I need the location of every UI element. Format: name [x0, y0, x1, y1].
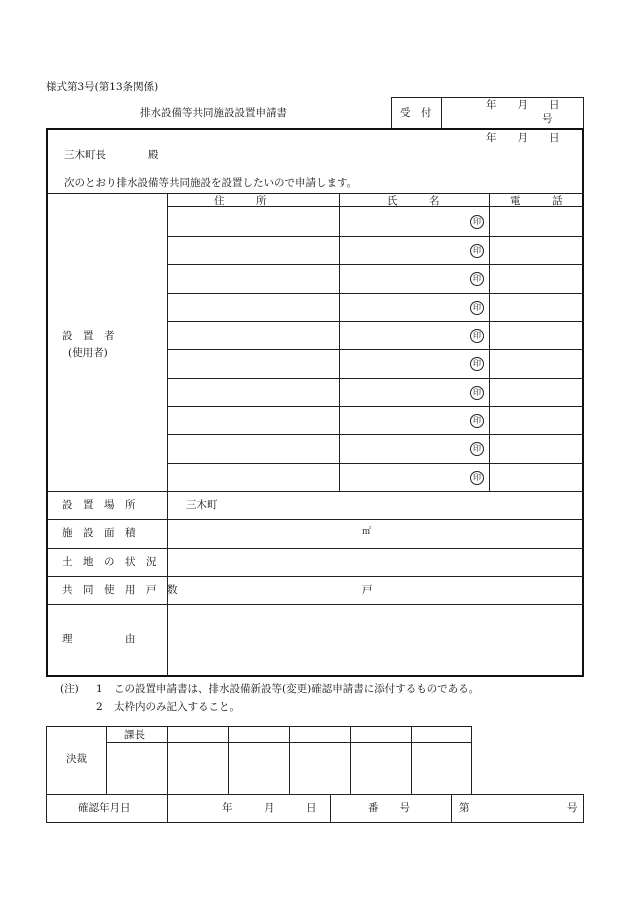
seal-icon: 印 [470, 386, 484, 400]
seal-icon: 印 [470, 414, 484, 428]
approval-stamp-cell[interactable] [229, 727, 289, 794]
applicant-phone-7[interactable] [490, 379, 582, 406]
form-title: 排水設備等共同施設設置申請書 [140, 107, 287, 119]
seal-icon: 印 [470, 442, 484, 456]
applicant-address-10[interactable] [168, 464, 339, 491]
approval-stamp-cell[interactable] [290, 727, 350, 794]
decision-label: 決裁 [66, 753, 87, 765]
reception-label: 受 付 [400, 107, 432, 119]
applicant-name-7[interactable] [340, 379, 489, 406]
land-status-label: 土 地 の 状 況 [62, 556, 157, 568]
note-2-text: 太枠内のみ記入すること。 [114, 701, 240, 713]
applicant-phone-9[interactable] [490, 435, 582, 463]
number-suffix: 号 [567, 802, 578, 814]
confirm-date-value[interactable]: 年 月 日 [222, 802, 317, 814]
header-name: 氏 名 [387, 195, 440, 207]
note-2-number: 2 [96, 701, 103, 713]
applicant-name-5[interactable] [340, 322, 489, 349]
form-number: 様式第3号(第13条関係) [46, 81, 159, 93]
applicant-address-1[interactable] [168, 207, 339, 236]
seal-icon: 印 [470, 215, 484, 229]
note-1-text: この設置申請書は、排水設備新設等(変更)確認申請書に添付するものである。 [114, 683, 480, 695]
manager-stamp-cell[interactable] [107, 743, 167, 794]
applicant-name-9[interactable] [340, 435, 489, 463]
installer-label: 設 置 者 [62, 330, 115, 342]
applicant-phone-5[interactable] [490, 322, 582, 349]
approval-stamp-cell[interactable] [351, 727, 411, 794]
reception-number[interactable]: 号 [542, 113, 553, 125]
applicant-address-6[interactable] [168, 350, 339, 378]
area-unit[interactable]: ㎡ [362, 527, 372, 537]
location-value[interactable]: 三木町 [186, 499, 218, 511]
seal-icon: 印 [470, 272, 484, 286]
reason-input[interactable] [168, 605, 582, 675]
applicant-address-2[interactable] [168, 237, 339, 264]
header-phone: 電 話 [510, 195, 563, 207]
number-input[interactable] [470, 795, 566, 822]
applicant-phone-6[interactable] [490, 350, 582, 378]
number-label: 番 号 [368, 802, 410, 814]
applicant-address-5[interactable] [168, 322, 339, 349]
reason-label: 理 由 [62, 633, 136, 645]
applicant-name-6[interactable] [340, 350, 489, 378]
seal-icon: 印 [470, 301, 484, 315]
number-prefix: 第 [459, 802, 470, 814]
households-unit[interactable]: 戸 [362, 584, 373, 596]
applicant-name-3[interactable] [340, 265, 489, 293]
applicant-address-8[interactable] [168, 407, 339, 434]
applicant-name-10[interactable] [340, 464, 489, 491]
installer-sublabel: (使用者) [68, 347, 108, 359]
applicant-name-2[interactable] [340, 237, 489, 264]
header-address: 住 所 [214, 195, 267, 207]
location-label: 設 置 場 所 [62, 499, 136, 511]
area-label: 施 設 面 積 [62, 527, 136, 539]
applicant-address-9[interactable] [168, 435, 339, 463]
applicant-address-3[interactable] [168, 265, 339, 293]
applicant-address-7[interactable] [168, 379, 339, 406]
applicant-phone-1[interactable] [490, 207, 582, 236]
approval-stamp-cell[interactable] [412, 727, 471, 794]
confirm-date-label: 確認年月日 [78, 802, 131, 814]
seal-icon: 印 [470, 244, 484, 258]
manager-label: 課長 [124, 729, 145, 741]
applicant-phone-2[interactable] [490, 237, 582, 264]
application-statement: 次のとおり排水設備等共同施設を設置したいので申請します。 [64, 177, 358, 189]
land-status-input[interactable] [168, 549, 582, 576]
addressee: 三木町長 殿 [64, 149, 159, 161]
households-label: 共 同 使 用 戸 数 [62, 584, 178, 596]
seal-icon: 印 [470, 357, 484, 371]
note-1-number: 1 [96, 683, 103, 695]
notes-prefix: (注) [60, 683, 79, 695]
applicant-phone-8[interactable] [490, 407, 582, 434]
applicant-phone-4[interactable] [490, 294, 582, 321]
application-date[interactable]: 年 月 日 [486, 132, 560, 144]
applicant-name-4[interactable] [340, 294, 489, 321]
applicant-phone-3[interactable] [490, 265, 582, 293]
approval-stamp-cell[interactable] [168, 727, 228, 794]
reception-date[interactable]: 年 月 日 [486, 99, 560, 111]
applicant-phone-10[interactable] [490, 464, 582, 491]
applicant-address-4[interactable] [168, 294, 339, 321]
seal-icon: 印 [470, 471, 484, 485]
applicant-name-8[interactable] [340, 407, 489, 434]
applicant-name-1[interactable] [340, 207, 489, 236]
seal-icon: 印 [470, 329, 484, 343]
